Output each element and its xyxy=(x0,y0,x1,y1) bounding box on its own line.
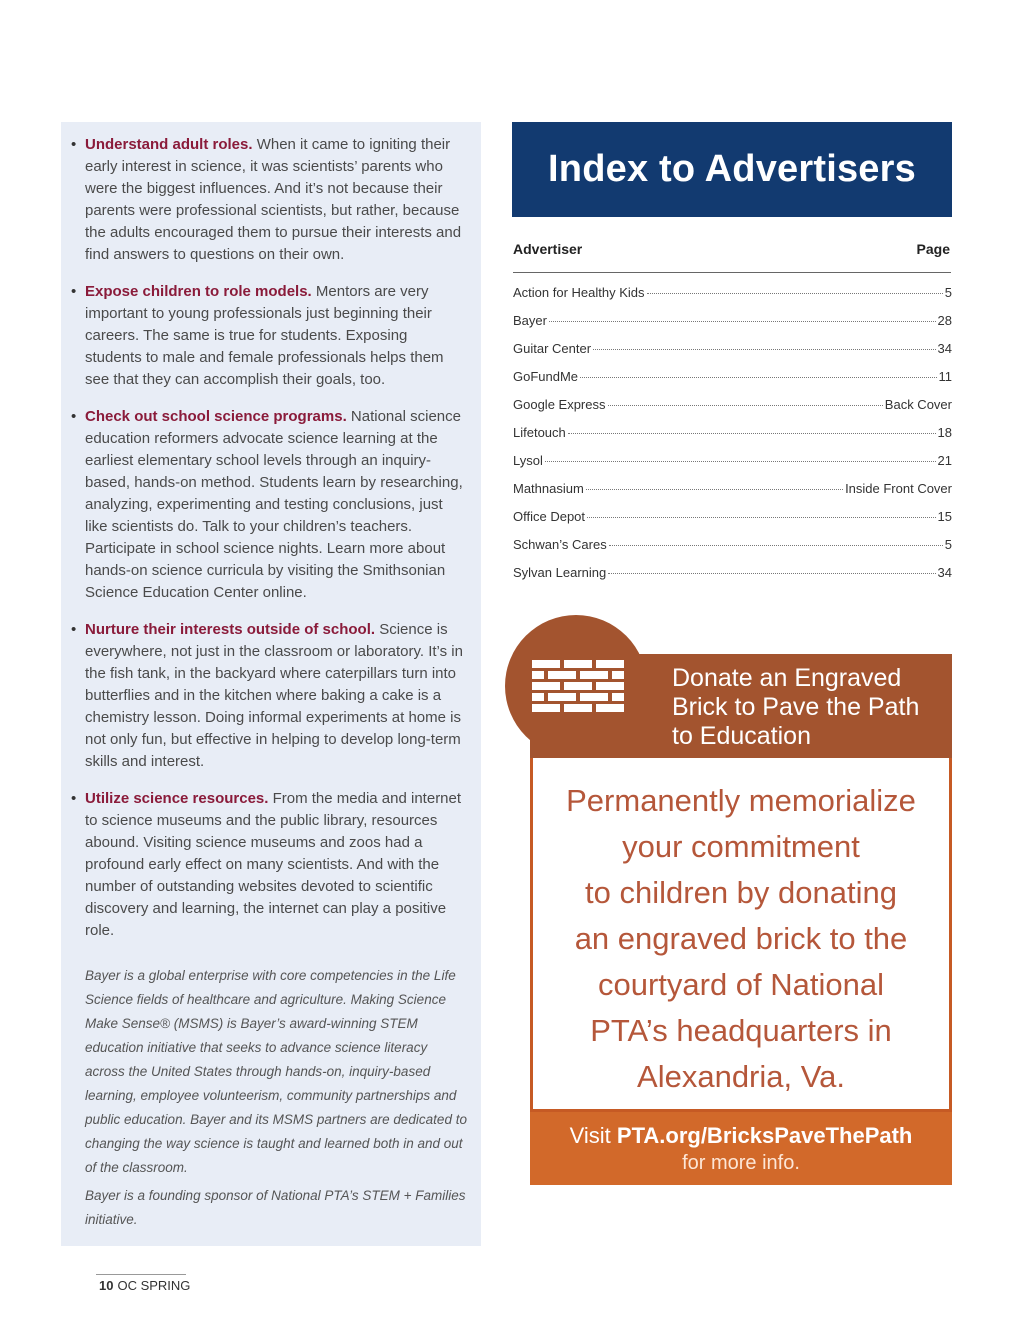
brick-wall-icon xyxy=(532,660,624,712)
advertiser-page: 5 xyxy=(944,537,952,552)
tip-heading: Understand adult roles. xyxy=(85,136,253,153)
list-item xyxy=(513,565,952,593)
dot-leader xyxy=(587,517,936,518)
ad-visit-label: Visit xyxy=(569,1123,617,1148)
tip-text: From the media and internet to science museums and the public library, resources abound. Visiting science museums and zoos had a profound early effect on many scientists. And with the number of outstanding websites devoted to scientific discovery and learning, the internet can play a positive role. xyxy=(85,790,462,939)
ad-body-line: to children by donating xyxy=(585,875,897,910)
tip-text: Mentors are very important to young professionals just beginning their careers. The same is true for students. Exposing students to male and female professionals helps them see that they can accomplish their goals, too. xyxy=(85,283,444,388)
advertiser-name: Schwan’s Cares xyxy=(513,537,607,552)
page-folio xyxy=(99,1278,190,1293)
advertiser-name: Action for Healthy Kids xyxy=(513,285,645,300)
advertiser-name: Bayer xyxy=(513,313,547,328)
dot-leader xyxy=(580,377,936,378)
ad-headline-line: Donate an Engraved xyxy=(672,664,902,692)
sponsor-note: Bayer is a global enterprise with core competencies in the Life Science fields of healthcare and agriculture. Making Science Make Sense® (MSMS) is Bayer’s award-winning STEM education initiative that seeks to advance science literacy across the United States through hands-on, inquiry-based learning, employee volunteerism, community partnerships and public education. Bayer and its MSMS partners are dedicated to changing the way science is taught and learned both in and out of the classroom. xyxy=(85,968,467,1175)
list-item xyxy=(513,481,952,509)
advertiser-name: Google Express xyxy=(513,397,606,412)
index-title: Index to Advertisers xyxy=(512,122,952,217)
tip-text: National science education reformers advocate science learning at the earliest elementary school levels through an inquiry-based, hands-on method. Students learn by researching, analyzing, experimenting and testing conclusions, just like scientists do. Talk to your children’s teachers. Participate in school science nights. Learn more about hands-on science curricula by visiting the Smithsonian Science Education Center online. xyxy=(85,408,463,601)
advertiser-page: 28 xyxy=(937,313,952,328)
tip-heading: Utilize science resources. xyxy=(85,790,269,807)
advertiser-name: Guitar Center xyxy=(513,341,592,356)
ad-body-line: PTA’s headquarters in xyxy=(590,1013,892,1048)
ad-body-line: Alexandria, Va. xyxy=(637,1059,845,1094)
advertiser-page: 11 xyxy=(938,369,952,384)
list-item xyxy=(71,134,467,266)
ad-visit-line xyxy=(530,1122,952,1150)
advertiser-name: Lifetouch xyxy=(513,425,566,440)
advertiser-page: 18 xyxy=(937,425,952,440)
dot-leader xyxy=(568,433,936,434)
advertiser-name: Lysol xyxy=(513,453,543,468)
list-item xyxy=(513,537,952,565)
advertiser-page: 21 xyxy=(937,453,952,468)
ad-url-link[interactable]: PTA.org/BricksPaveThePath xyxy=(616,1123,913,1148)
dot-leader xyxy=(545,461,936,462)
list-item xyxy=(513,453,952,481)
footer-divider xyxy=(96,1274,186,1275)
page-number: 10 xyxy=(99,1278,114,1293)
index-column-headers xyxy=(513,241,950,257)
advertiser-name: GoFundMe xyxy=(513,369,579,384)
tip-text: Science is everywhere, not just in the classroom or laboratory. It’s in the fish tank, in the backyard where caterpillars turn into butterflies and in the kitchen where baking a cake is a chemistry lesson. Doing informal experiments at home is not only fun, but effective in helping to develop long-term skills and interest. xyxy=(85,621,463,770)
tips-list xyxy=(71,134,467,942)
advertiser-page: Inside Front Cover xyxy=(845,481,952,496)
advertiser-column-header: Advertiser xyxy=(513,241,583,257)
page-column-header: Page xyxy=(916,241,950,257)
tip-heading: Expose children to role models. xyxy=(85,283,312,300)
dot-leader xyxy=(586,489,843,490)
tip-heading: Check out school science programs. xyxy=(85,408,347,425)
advertiser-name: Mathnasium xyxy=(513,481,584,496)
list-item xyxy=(513,341,952,369)
publication-name: OC SPRING xyxy=(117,1278,191,1293)
advertiser-page: Back Cover xyxy=(884,397,952,412)
sidebar-panel xyxy=(61,122,481,1246)
ad-body-text xyxy=(530,778,952,1100)
list-item xyxy=(513,313,952,341)
list-item xyxy=(71,788,467,942)
advertiser-list xyxy=(513,285,952,593)
ad-headline-line: Brick to Pave the Path xyxy=(672,693,920,721)
sponsor-footnote: Bayer is a founding sponsor of National PTA’s STEM + Families initiative. xyxy=(85,1188,466,1227)
advertiser-page: 15 xyxy=(937,509,952,524)
index-divider xyxy=(513,272,951,273)
bullet-icon: • xyxy=(71,283,77,300)
dot-leader xyxy=(549,321,936,322)
bullet-icon: • xyxy=(71,136,77,153)
bullet-icon: • xyxy=(71,621,77,638)
advertiser-page: 5 xyxy=(944,285,952,300)
list-item xyxy=(513,397,952,425)
dot-leader xyxy=(608,405,883,406)
ad-body-line: your commitment xyxy=(622,829,860,864)
bullet-icon: • xyxy=(71,408,77,425)
list-item xyxy=(513,425,952,453)
advertiser-page: 34 xyxy=(937,565,952,580)
dot-leader xyxy=(593,349,935,350)
list-item xyxy=(71,619,467,773)
advertiser-page: 34 xyxy=(937,341,952,356)
dot-leader xyxy=(609,545,943,546)
bullet-icon: • xyxy=(71,790,77,807)
tip-heading: Nurture their interests outside of school. xyxy=(85,621,376,638)
dot-leader xyxy=(647,293,943,294)
ad-body-line: Permanently memorialize xyxy=(566,783,916,818)
advertiser-name: Office Depot xyxy=(513,509,586,524)
advertiser-name: Sylvan Learning xyxy=(513,565,607,580)
ad-body-line: courtyard of National xyxy=(597,967,885,1002)
ad-more-info: for more info. xyxy=(682,1152,800,1174)
dot-leader xyxy=(608,573,935,574)
ad-body-line: an engraved brick to the xyxy=(574,921,908,956)
list-item xyxy=(513,285,952,313)
list-item xyxy=(513,509,952,537)
list-item xyxy=(71,281,467,391)
ad-headline xyxy=(672,664,942,751)
list-item xyxy=(513,369,952,397)
ad-headline-line: to Education xyxy=(672,722,811,750)
ad-call-to-action xyxy=(530,1112,952,1185)
list-item xyxy=(71,406,467,604)
tip-text: When it came to igniting their early interest in science, it was scientists’ parents who were the biggest influences. And it’s not because their parents were professional scientists, but rather, because the adults encouraged them to pursue their interests and find answers to questions on their own. xyxy=(85,136,462,263)
